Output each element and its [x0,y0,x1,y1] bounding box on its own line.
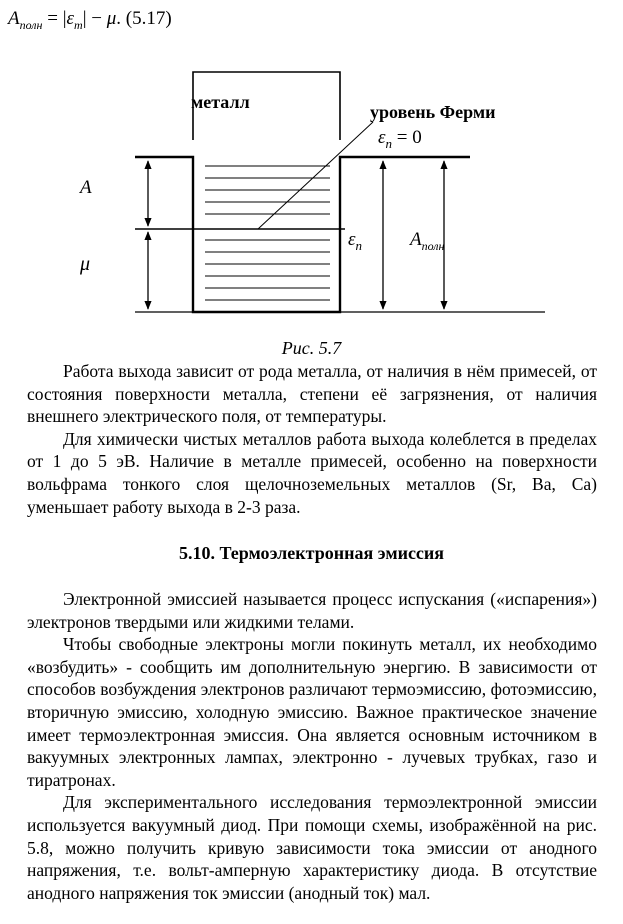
figure-caption: Рис. 5.7 [281,338,342,358]
formula-mu: μ [106,8,117,29]
text-block-bottom [27,588,597,904]
text-block-top [27,360,597,518]
paragraph: Работа выхода зависит от рода металла, от наличия в нём примесей, от состояния поверхности металла, степени её загрязнения, от наличия внешнего электрического поля, от температуры. [27,361,597,427]
label-A-full-main: A [410,229,422,250]
formula-bar-right: | [82,8,87,29]
paragraph: Электронной эмиссией называется процесс испускания («испарения») электронов твердыми или жидкими телами. [27,589,597,632]
formula-lhs-sub: полн [19,17,43,32]
filled-levels [205,166,330,300]
paragraph: Для химически чистых металлов работа выхода колеблется в пределах от 1 до 5 эВ. Наличие в металле примесей, особенно на поверхности вольфрама тонкого слоя щелочноземельных металлов (Sr, Ba, Ca) уменьшает работу выхода в 2-3 раза. [27,428,597,517]
label-A-full [408,229,445,253]
label-fermi-level: уровень Ферми [370,102,496,122]
figure-5-7 [0,0,623,340]
formula-lhs: A [8,8,20,29]
formula-bar-left: | [62,8,67,29]
paragraph: Чтобы свободные электроны могли покинуть металл, их необходимо «возбудить» - сообщить им дополнительную энергию. В зависимости от способов возбуждения электронов различают термоэмиссию, фотоэмиссию, вторичную эмиссию, холодную эмиссию. Важное практическое значение имеет термоэлектронная эмиссия. Она является основным источником в вакуумных электронных лампах, электронно - лучевых трубках, газо и тиратронах. [27,634,597,790]
label-metal: металл [191,92,250,112]
label-A-full-sub: полн [421,239,445,253]
label-eps-zero-eps: ε [378,127,386,148]
formula-minus: − [86,8,107,29]
fermi-leader-line [258,122,373,229]
formula-eq: = [42,8,63,29]
label-eps-n-sub: n [355,238,362,253]
label-eps-zero-value: = 0 [392,127,422,148]
label-A: A [80,177,92,198]
label-eps-zero [378,127,422,151]
label-eps-n [348,229,362,253]
paragraph: Для экспериментального исследования термоэлектронной эмиссии используется вакуумный диод. При помощи схемы, изображённой на рис. 5.8, можно получить кривую зависимости тока эмиссии от анодного напряжения, т.е. вольт-амперную характеристику диода. В отсутствие анодного напряжения ток эмиссии (анодный ток) мал. [27,792,597,903]
label-eps-n-main: ε [348,229,356,250]
section-heading: 5.10. Термоэлектронная эмиссия [178,543,445,563]
label-mu: μ [80,253,91,275]
formula-number: . (5.17) [116,8,172,29]
label-eps-zero-sub: n [385,136,392,151]
formula-eps: ε [66,8,75,29]
formula-eps-sub: m [74,17,83,32]
